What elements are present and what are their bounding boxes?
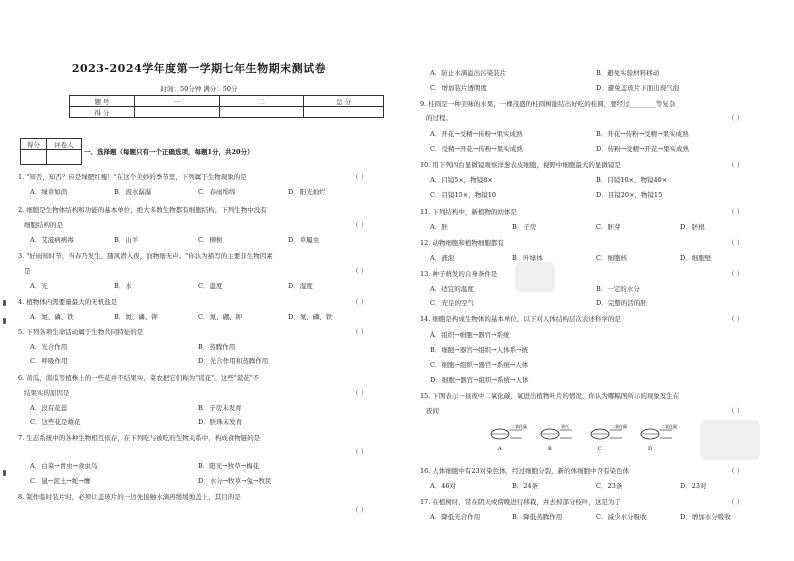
- option[interactable]: B．子房未发育: [198, 404, 242, 412]
- option[interactable]: C．这些花是雄花: [30, 418, 81, 426]
- answer-bracket[interactable]: （ ）: [352, 173, 368, 181]
- score-header: 总 分: [304, 96, 384, 107]
- option[interactable]: C．柳树: [198, 236, 223, 244]
- option[interactable]: C．充足的空气: [430, 299, 474, 307]
- option[interactable]: C．胚芽: [596, 223, 621, 231]
- answer-bracket[interactable]: （ ）: [352, 506, 368, 514]
- option[interactable]: D．避免盖玻片下面出现气泡: [596, 84, 680, 92]
- option[interactable]: A．胚: [430, 223, 448, 231]
- question-stem: 11. 下列结构中，新植物的幼体是: [420, 208, 517, 216]
- score-table: [69, 95, 384, 118]
- question-stem: 12. 动物细胞和植物细胞都有: [420, 239, 504, 247]
- question-stem-cont: 是: [24, 267, 31, 275]
- leaf-diagram-b[interactable]: [541, 423, 572, 452]
- diagram-letter: B: [548, 446, 552, 452]
- option[interactable]: C．细胞→组织→器官→系统→人体: [430, 361, 529, 369]
- scan-smudge: [515, 262, 555, 292]
- option[interactable]: A．艾滋病病毒: [30, 236, 74, 244]
- option[interactable]: A．组织→细胞→器官→系统: [430, 331, 510, 339]
- option[interactable]: C．23条: [596, 482, 623, 490]
- question-stem: 5. 下列各项生命活动属于生物共同特征的是: [18, 328, 144, 336]
- question-stem: 2. 细胞是生物体结构和功能的基本单位，绝大多数生物都有细胞结构，下列生物中没有: [18, 206, 267, 214]
- option[interactable]: A．氮、磷、铁: [30, 313, 74, 321]
- option[interactable]: B．24条: [512, 482, 539, 490]
- gas-label: 二氧化碳: [511, 424, 527, 429]
- score-header: 题 号: [70, 96, 135, 107]
- option[interactable]: B．山羊: [114, 236, 139, 244]
- diagram-letter: C: [598, 446, 602, 452]
- leaf-diagram-a[interactable]: [491, 423, 527, 452]
- option[interactable]: C．受精→开花→传粉→果实成熟: [430, 145, 523, 153]
- question-stem: 15. 下图表示一昼夜中二氧化碳、氧进出植物叶片的情况，你认为哪幅图所示的现象发生在: [420, 392, 680, 400]
- exam-meta: 时间：50分钟 满分：50分: [160, 85, 238, 93]
- option[interactable]: C．细胞核: [596, 254, 627, 262]
- diagram-letter: D: [648, 446, 653, 452]
- answer-bracket[interactable]: （ ）: [728, 498, 744, 506]
- option[interactable]: C．呼吸作用: [30, 357, 68, 365]
- score-header: 二: [219, 96, 304, 107]
- question-stem-cont: 结果实的原因是: [24, 389, 70, 397]
- leaf-diagram-c[interactable]: [591, 423, 627, 452]
- answer-bracket[interactable]: （ ）: [352, 298, 368, 306]
- grader-label: 评卷人: [46, 139, 81, 150]
- answer-bracket[interactable]: （ ）: [728, 114, 744, 122]
- gas-label: 二氧化碳: [611, 424, 627, 429]
- option[interactable]: B．避免实验材料移动: [596, 69, 660, 77]
- question-stem: 13. 种子萌发的自身条件是: [420, 270, 498, 278]
- option[interactable]: A．开花→受精→传粉→果实成熟: [430, 130, 523, 138]
- grader-table: [20, 138, 82, 165]
- answer-bracket[interactable]: （ ）: [728, 315, 744, 323]
- option[interactable]: D．氮、磷、铁: [288, 313, 333, 321]
- binding-hole: [3, 318, 6, 324]
- answer-bracket[interactable]: （ ）: [728, 208, 744, 216]
- option[interactable]: D．水分→牧草→兔→牧民: [198, 477, 272, 485]
- option[interactable]: A．光: [30, 282, 48, 290]
- question-stem: 1. "知否，知否？应是绿肥红瘦！"在这个美妙的季节里，下列属于生物现象的是: [18, 173, 247, 181]
- option[interactable]: A．适宜的温度: [430, 285, 474, 293]
- option[interactable]: D．胚珠未发育: [198, 418, 243, 426]
- answer-bracket[interactable]: （ ）: [352, 221, 368, 229]
- option[interactable]: B．开花→传粉→受精→果实成熟: [596, 130, 689, 138]
- question-stem: 17. 在植树时，常在阴天或傍晚进行移栽，并去掉部分枝叶，这是为了: [420, 498, 621, 506]
- option[interactable]: C．增加装片透明度: [430, 84, 487, 92]
- question-stem-cont: 细胞结构的是: [24, 221, 63, 229]
- option[interactable]: A．降低光合作用: [430, 513, 481, 521]
- option[interactable]: D．阳光灿烂: [288, 188, 326, 196]
- gas-label: 氧气: [561, 424, 569, 429]
- question-stem: 6. 黄瓜，南瓜等植株上的一些花并不结果实，菜农把它们称为"谎花"。这些"谎花"不: [18, 374, 260, 382]
- option[interactable]: D．增加水分吸收: [680, 513, 731, 521]
- score-cell[interactable]: [304, 107, 384, 118]
- option[interactable]: A．目镜5×，物镜8×: [430, 176, 493, 184]
- option[interactable]: A．没有花蕊: [30, 404, 68, 412]
- option[interactable]: D．细胞→器官→组织→系统→人体: [430, 376, 529, 384]
- grader-cell[interactable]: [46, 150, 81, 165]
- option[interactable]: B．氮、磷、钾: [114, 313, 158, 321]
- leaf-gas-exchange-diagram: [488, 420, 688, 452]
- score-cell[interactable]: [134, 107, 219, 118]
- option[interactable]: C．减少水分吸收: [596, 513, 647, 521]
- answer-bracket[interactable]: （ ）: [728, 161, 744, 169]
- option[interactable]: B．阳光→牧草→梅花: [198, 462, 260, 470]
- question-stem: 10. 用下列四台显微镜观察洋葱表皮细胞，视野中细胞最大的显微镜是: [420, 161, 621, 169]
- question-stem-cont: 夜间: [426, 407, 439, 415]
- option[interactable]: D．完整的活的胚: [596, 299, 647, 307]
- option[interactable]: B．降低蒸腾作用: [512, 513, 563, 521]
- binding-hole: [3, 300, 6, 306]
- option[interactable]: C．氮、硼、钾: [198, 313, 242, 321]
- option[interactable]: D．草履虫: [288, 236, 320, 244]
- option[interactable]: D．胚根: [680, 223, 705, 231]
- answer-bracket[interactable]: （ ）: [728, 407, 744, 415]
- option[interactable]: D．光合作用和蒸腾作用: [198, 357, 269, 365]
- question-stem: 14. 细胞是构成生物体的基本单位，以下对人体结构层次表述科学的是: [420, 315, 621, 323]
- scan-smudge: [700, 420, 760, 460]
- option[interactable]: B．水: [114, 282, 132, 290]
- answer-bracket[interactable]: （ ）: [728, 467, 744, 475]
- option[interactable]: D．目镜20×，物镜15: [596, 191, 663, 199]
- option[interactable]: B．叶绿体: [512, 254, 543, 262]
- option[interactable]: A．防止水滴溢出污染装片: [430, 69, 507, 77]
- option[interactable]: A．白菜→青虫→食虫鸟: [30, 462, 98, 470]
- option[interactable]: C．目镜15×，物镜10: [430, 191, 496, 199]
- score-row-label: 得 分: [70, 107, 135, 118]
- diagram-letter: A: [498, 446, 502, 452]
- section-heading: 一、选择题（每题只有一个正确选项，每题1分，共20分）: [84, 148, 254, 156]
- option[interactable]: B．子房: [512, 223, 537, 231]
- question-stem: 16. 人体细胞中有23对染色体，经过细胞分裂，新的体细胞中含有染色体: [420, 467, 630, 475]
- question-stem: 9. 桂圆是一种美味的水果，一棵茂盛的桂圆树能结出好吃的桂圆，要经过________等复杂: [420, 100, 676, 108]
- option[interactable]: D．湿度: [288, 282, 313, 290]
- score-cell[interactable]: [219, 107, 304, 118]
- score-header: 一: [134, 96, 219, 107]
- answer-bracket[interactable]: （ ）: [352, 448, 368, 456]
- question-stem-cont: 的过程。: [426, 114, 452, 122]
- option[interactable]: A．绿草如茵: [30, 188, 68, 196]
- answer-bracket[interactable]: （ ）: [728, 239, 744, 247]
- option[interactable]: C．温度: [198, 282, 223, 290]
- question-stem: 8. 制作临时装片时，必须让盖玻片的一边先接触水滴再缓缓地盖上，其目的是: [18, 493, 241, 501]
- answer-bracket[interactable]: （ ）: [352, 328, 368, 336]
- exam-title: 2023-2024学年度第一学期七年生物期末测试卷: [71, 62, 327, 75]
- option[interactable]: B．目镜10×，物镜40×: [596, 176, 668, 184]
- grader-cell[interactable]: [21, 150, 47, 165]
- grader-label: 得分: [21, 139, 47, 150]
- leaf-diagram-d[interactable]: [641, 423, 677, 452]
- question-stem: 7. 生态系统中的各种生物相互依存，在下列吃与被吃的生物关系中，构成食物链的是: [18, 434, 261, 442]
- answer-bracket[interactable]: （ ）: [352, 389, 368, 397]
- option[interactable]: D．23对: [680, 482, 707, 490]
- option[interactable]: B．细胞→器官→组织→人体系→统: [430, 346, 529, 354]
- question-stem: 3. "好雨知时节，当春乃发生，随风潜入夜，润物细无声。"你认为描写的主要非生物因素: [18, 252, 273, 260]
- option[interactable]: A．46对: [430, 482, 456, 490]
- answer-bracket[interactable]: （ ）: [352, 267, 368, 275]
- option[interactable]: A．光合作用: [30, 343, 68, 351]
- question-stem: 4. 植物体内需要量最大的无机盐是: [18, 298, 118, 306]
- option[interactable]: B．一定的水分: [596, 285, 640, 293]
- binding-hole: [3, 470, 6, 476]
- option[interactable]: D．传粉→受精→开花→果实成熟: [596, 145, 690, 153]
- option[interactable]: C．鼠←泥土→蛇→鹰: [30, 477, 91, 485]
- gas-label: 二氧化碳: [661, 424, 677, 429]
- option[interactable]: B．流水潺潺: [114, 188, 152, 196]
- option[interactable]: D．细胞壁: [680, 254, 712, 262]
- option[interactable]: B．蒸腾作用: [198, 343, 236, 351]
- answer-bracket[interactable]: （ ）: [728, 270, 744, 278]
- option[interactable]: A．液泡: [430, 254, 455, 262]
- option[interactable]: C．春雨绵绵: [198, 188, 236, 196]
